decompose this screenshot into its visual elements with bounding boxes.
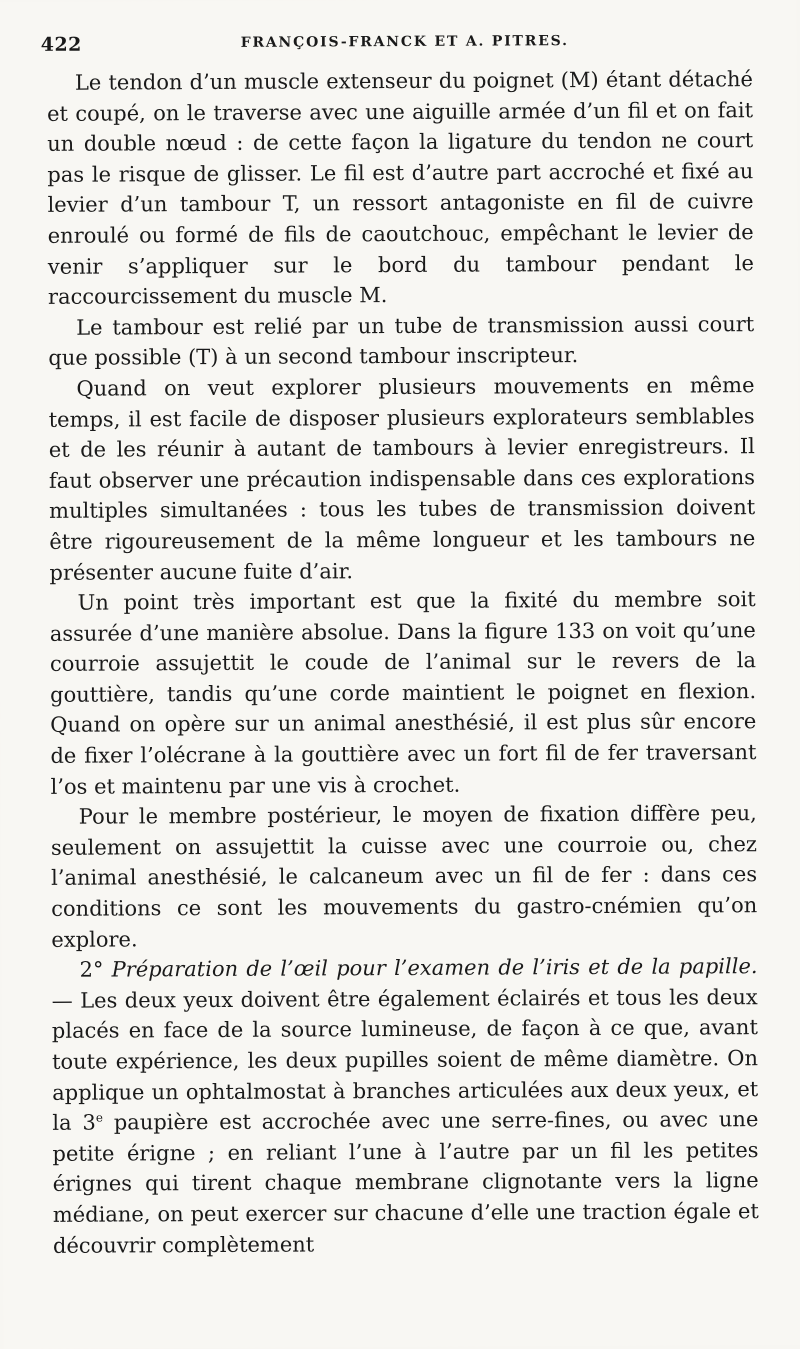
- page-number: 422: [40, 33, 82, 56]
- section-2-heading: Préparation de l’œil pour l’examen de l’iris et de la papille.: [111, 954, 758, 982]
- paragraph-explorations: Quand on veut explorer plusieurs mouvements en même temps, il est facile de disposer plusieurs explorateurs semblables et de les réunir à autant de tambours à levier enregistreurs. Il faut observer une précaution indispensable dans ces explorations multiples simultanées : tous les tubes de transmission doivent être rigoureusement de la même longueur et les tambours ne présenter aucune fuite d’air.: [48, 373, 756, 585]
- section-2-text: — Les deux yeux doivent être également éclairés et tous les deux placés en face de la source lumineuse, de façon à ce que, avant toute expérience, les deux pupilles soient de même diamètre. On applique un ophtalmostat à branches articulées aux deux yeux, et la 3: [51, 984, 759, 1136]
- paragraph-fixite: Un point très important est que la fixité du membre soit assurée d’une manière absolue. Dans la figure 133 on voit qu’une courroie assujettit le coude de l’animal sur le revers de la gouttière, tandis qu’une corde maintient le poignet en flexion. Quand on opère sur un animal anesthésié, il est plus sûr encore de fixer l’olécrane à la gouttière avec un fort fil de fer traversant l’os et maintenu par une vis à crochet.: [49, 587, 757, 799]
- running-title: FRANÇOIS-FRANCK ET A. PITRES.: [240, 33, 569, 51]
- section-2-number: 2°: [79, 957, 104, 982]
- section-2-paragraph: [51, 951, 759, 1261]
- section-2-text-continued: paupière est accrochée avec une serre-fines, ou avec une petite érigne ; en reliant l’une à l’autre par un fil les petites érignes qui tirent chaque membrane clignotante vers la ligne médiane, on peut exercer sur chacune d’elle une traction égale et découvrir complètement: [52, 1107, 759, 1258]
- page-header: [41, 26, 757, 60]
- paragraph-membre-posterieur: Pour le membre postérieur, le moyen de fixation diffère peu, seulement on assujettit la cuisse avec une courroie ou, chez l’animal anesthésié, le calcaneum avec un fil de fer : dans ces conditions ce sont les mouvements du gastro-cnémien qu’on explore.: [50, 801, 758, 952]
- paragraph-tendon: Le tendon d’un muscle extenseur du poignet (M) étant détaché et coupé, on le traverse avec une aiguille armée d’un fil et on fait un double nœud : de cette façon la ligature du tendon ne court pas le risque de glisser. Le fil est d’autre part accroché et fixé au levier d’un tambour T, un ressort antagoniste en fil de cuivre enroulé ou formé de fils de caoutchouc, empêchant le levier de venir s’appliquer sur le bord du tambour pendant le raccourcissement du muscle M.: [47, 67, 754, 309]
- superscript-e: e: [95, 1110, 103, 1125]
- paragraph-tambour: Le tambour est relié par un tube de transmission aussi court que possible (T) à un second tambour inscripteur.: [48, 311, 755, 371]
- page-body: [47, 64, 759, 1261]
